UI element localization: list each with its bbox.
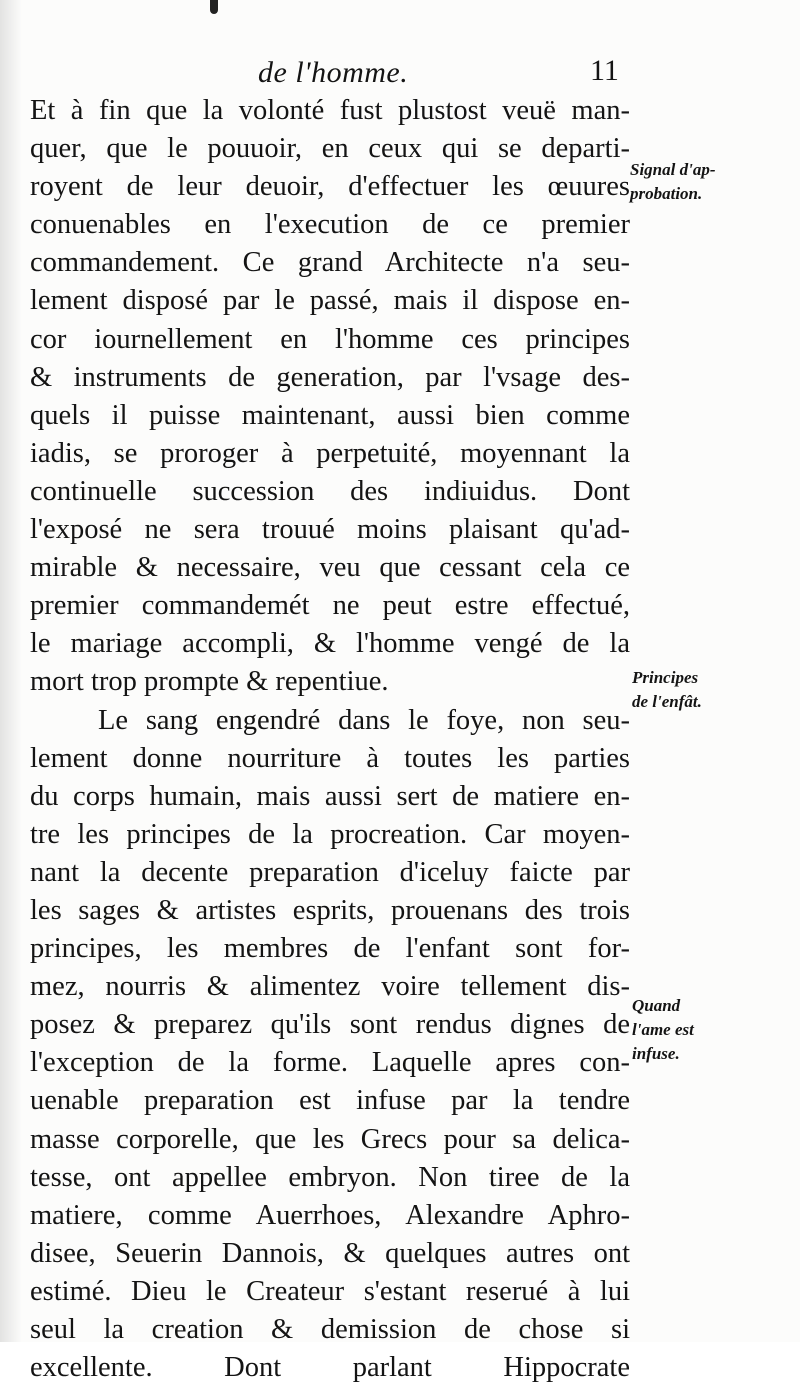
running-head (0, 52, 640, 92)
margin-note-line: Quand (632, 996, 681, 1015)
text-line: mort trop prompte & repentiue. (30, 666, 389, 698)
text-line: premier commandemét ne peut estre effectué, (30, 590, 630, 622)
body-text (30, 92, 630, 1387)
text-line: Et à fin que la volonté fust plustost veuë man- (30, 95, 630, 126)
margin-note-principes (632, 666, 802, 714)
text-line: conuenables en l'execution de ce premier (30, 209, 630, 241)
margin-note-line: l'ame est (632, 1020, 694, 1039)
text-line: quels il puisse maintenant, aussi bien comme (30, 399, 630, 431)
running-title: de l'homme. (258, 56, 409, 89)
text-line: commandement. Ce grand Architecte n'a seu- (30, 247, 630, 279)
text-line: principes, les membres de l'enfant sont for- (30, 933, 630, 965)
text-line: nant la decente preparation d'iceluy faicte par (30, 856, 630, 888)
text-line: tesse, ont appellee embryon. Non tiree de la (30, 1161, 630, 1193)
margin-note-line: Signal d'ap- (630, 160, 716, 179)
margin-note-line: probation. (630, 184, 703, 203)
margin-note-line: de l'enfât. (632, 692, 702, 711)
text-line: tre les principes de la procreation. Car moyen- (30, 818, 630, 850)
text-line: masse corporelle, que les Grecs pour sa delica- (30, 1123, 630, 1155)
text-line: matiere, comme Auerrhoes, Alexandre Aphro- (30, 1199, 630, 1231)
text-line: excellente. Dont parlant Hippocrate (30, 1352, 630, 1384)
text-line: posez & preparez qu'ils sont rendus dignes de (30, 1009, 630, 1041)
page-edge-shadow (0, 0, 22, 1342)
text-line: du corps humain, mais aussi sert de matiere en- (30, 780, 630, 812)
text-line: lement donne nourriture à toutes les parties (30, 742, 630, 774)
page-number: 11 (590, 54, 619, 87)
text-line: mez, nourris & alimentez voire tellement dis- (30, 971, 630, 1003)
text-line: disee, Seuerin Dannois, & quelques autres ont (30, 1237, 630, 1269)
text-line: l'exposé ne sera trouué moins plaisant qu'ad- (30, 514, 630, 546)
text-line: quer, que le pouuoir, en ceux qui se departi- (30, 133, 630, 165)
margin-note-line: Principes (632, 668, 699, 687)
ink-smudge (210, 0, 218, 14)
text-line: l'exception de la forme. Laquelle apres con- (30, 1047, 630, 1079)
text-line: lement disposé par le passé, mais il dispose en- (30, 285, 630, 317)
margin-note-ame (632, 994, 802, 1066)
text-line: Le sang engendré dans le foye, non seu- (98, 704, 630, 736)
text-line: iadis, se proroger à perpetuité, moyennant la (30, 437, 630, 469)
text-line: le mariage accompli, & l'homme vengé de la (30, 628, 630, 660)
text-line: seul la creation & demission de chose si (30, 1314, 630, 1345)
text-line: continuelle succession des indiuidus. Dont (30, 475, 630, 507)
margin-note-approbation (630, 158, 800, 206)
text-line: & instruments de generation, par l'vsage des- (30, 361, 630, 393)
text-line: uenable preparation est infuse par la tendre (30, 1085, 630, 1117)
text-line: les sages & artistes esprits, prouenans des trois (30, 894, 630, 926)
margin-note-line: infuse. (632, 1044, 680, 1063)
text-line: mirable & necessaire, veu que cessant cela ce (30, 552, 630, 584)
text-line: royent de leur deuoir, d'effectuer les œuures (30, 171, 630, 203)
text-line: cor iournellement en l'homme ces principes (30, 323, 630, 355)
text-line: estimé. Dieu le Createur s'estant reserué à lui (30, 1275, 630, 1307)
